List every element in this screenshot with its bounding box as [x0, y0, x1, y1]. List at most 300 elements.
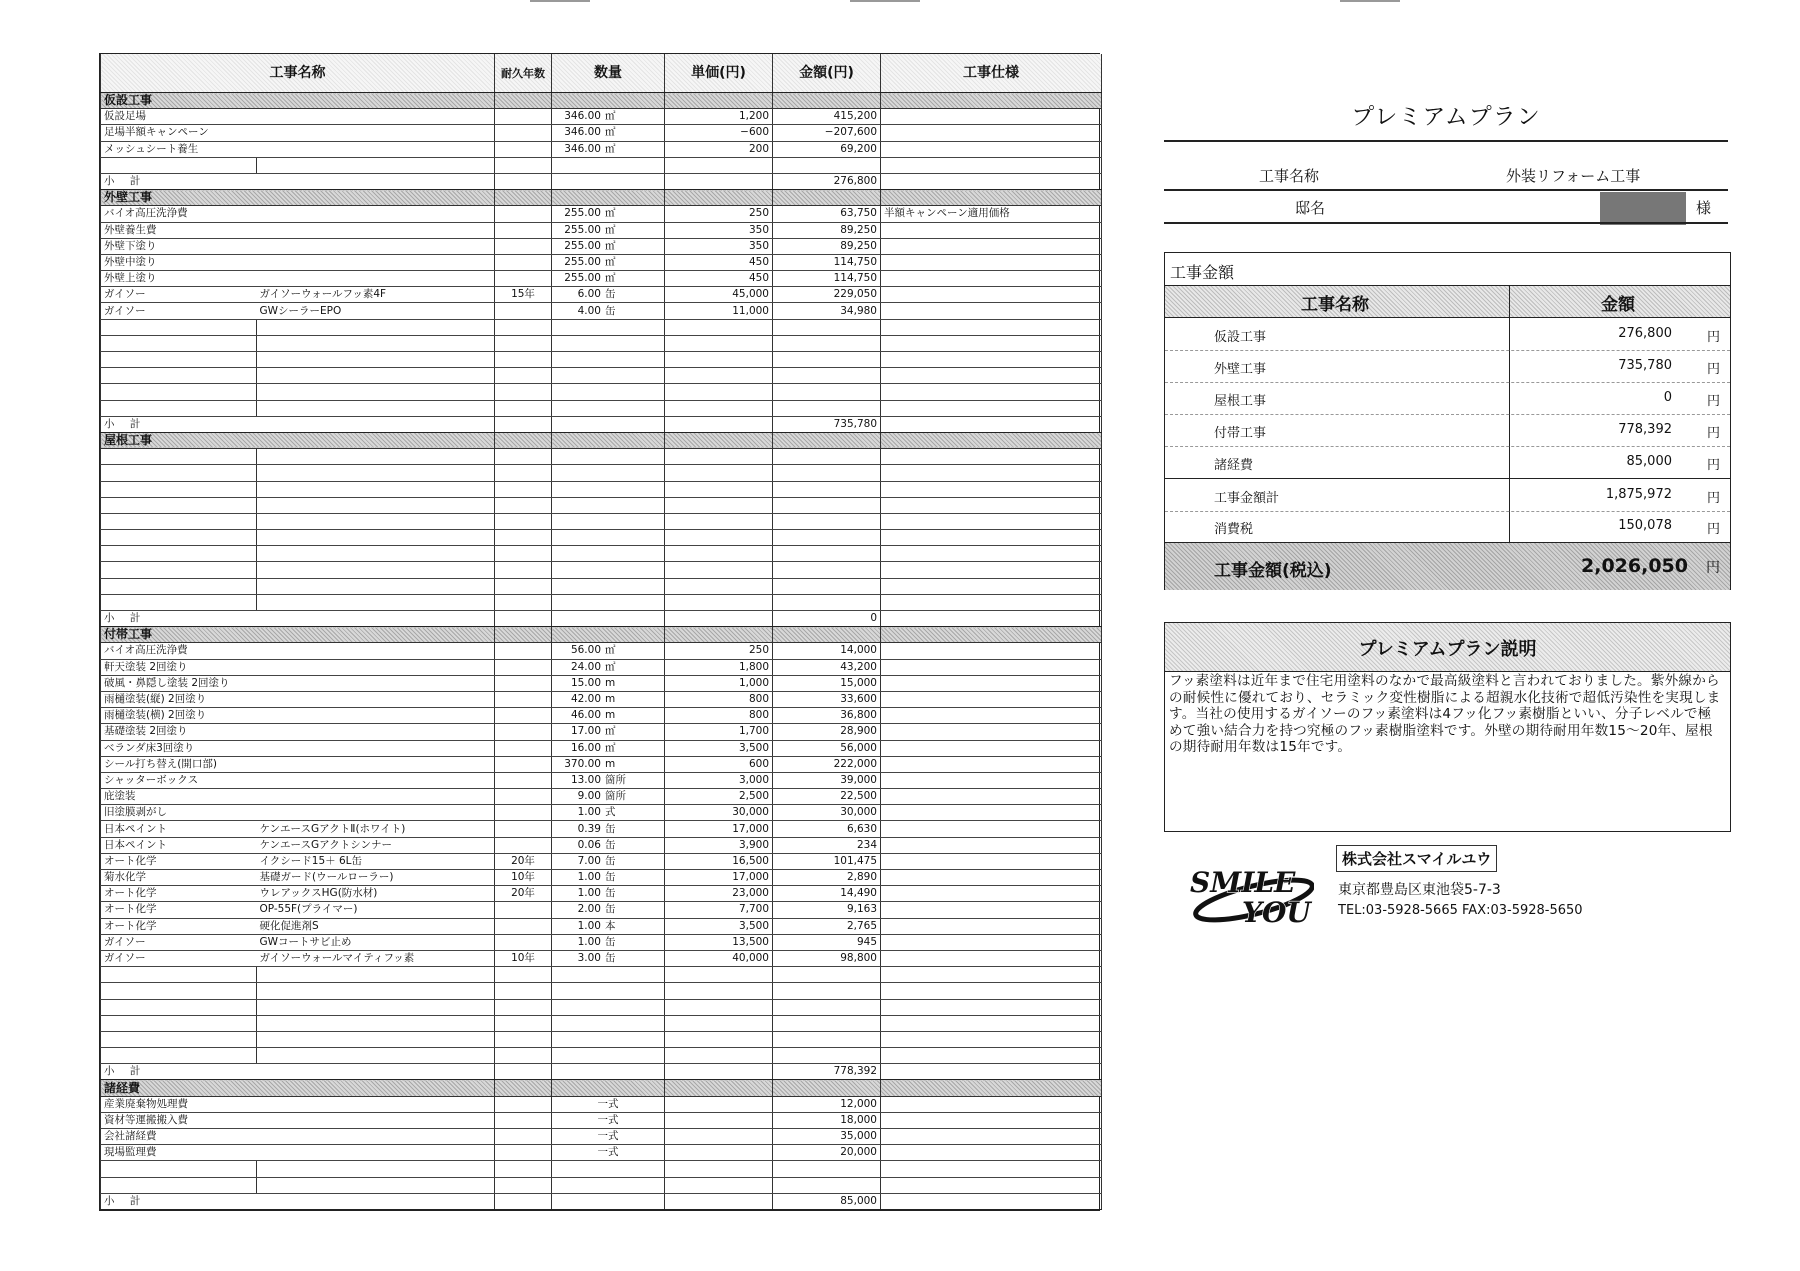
item-amount: 98,800 [773, 950, 881, 966]
subtotal-amount: 735,780 [773, 416, 881, 432]
item-unit-price: 13,500 [665, 934, 773, 950]
quantity-value: 255.00 [564, 239, 601, 252]
quantity-unit: ㎡ [605, 126, 616, 139]
empty-cell [552, 481, 665, 497]
divider [1164, 140, 1728, 142]
empty-cell [665, 481, 773, 497]
item-product [257, 254, 495, 270]
table-row [101, 870, 1102, 886]
empty-cell [665, 578, 773, 594]
item-quantity [552, 238, 665, 254]
empty-cell [101, 967, 257, 983]
section-header-cell [881, 432, 1102, 448]
item-spec [881, 1096, 1102, 1112]
item-durability [495, 740, 552, 756]
estimate-header-row [101, 54, 1102, 93]
empty-cell [665, 1015, 773, 1031]
item-durability: 20年 [495, 853, 552, 869]
item-name: 現場監理費 [101, 1145, 257, 1161]
subtotal-cell [881, 416, 1102, 432]
item-spec [881, 659, 1102, 675]
empty-row [101, 157, 1102, 173]
section-header-cell [552, 627, 665, 643]
empty-cell [101, 999, 257, 1015]
item-quantity [552, 805, 665, 821]
quantity-unit: ㎡ [605, 644, 616, 657]
item-durability [495, 1145, 552, 1161]
cost-total-label: 工事金額(税込) [1214, 561, 1332, 581]
item-name: 産業廃棄物処理費 [101, 1096, 257, 1112]
section-header-cell [552, 93, 665, 109]
item-name: オート化学 [101, 853, 257, 869]
yen-unit: 円 [1706, 426, 1720, 441]
empty-cell [495, 1031, 552, 1047]
empty-cell [495, 319, 552, 335]
logo-line1: SMILE [1190, 866, 1296, 899]
empty-cell [665, 384, 773, 400]
table-row [101, 206, 1102, 222]
section-header-cell [881, 627, 1102, 643]
empty-cell [552, 400, 665, 416]
subtotal-row [101, 611, 1102, 627]
cost-row-label: 付帯工事 [1214, 426, 1267, 441]
item-amount: 30,000 [773, 805, 881, 821]
empty-cell [552, 1177, 665, 1193]
item-spec [881, 1129, 1102, 1145]
quantity-unit: ㎡ [605, 110, 616, 123]
item-quantity: 一式 [552, 1112, 665, 1128]
empty-cell [495, 481, 552, 497]
empty-cell [881, 368, 1102, 384]
item-spec [881, 254, 1102, 270]
subtotal-row [101, 173, 1102, 189]
section-header-cell [665, 190, 773, 206]
item-spec [881, 837, 1102, 853]
item-durability [495, 141, 552, 157]
item-unit-price: 1,800 [665, 659, 773, 675]
quantity-unit: ㎡ [605, 660, 616, 673]
table-row [101, 643, 1102, 659]
item-durability [495, 918, 552, 934]
item-unit-price: −600 [665, 125, 773, 141]
item-durability [495, 643, 552, 659]
item-amount: 945 [773, 934, 881, 950]
item-name: 会社諸経費 [101, 1129, 257, 1145]
cost-header-name: 工事名称 [1301, 295, 1369, 315]
empty-cell [665, 546, 773, 562]
divider [1164, 222, 1728, 224]
empty-cell [495, 497, 552, 513]
section-header-cell [495, 1080, 552, 1096]
empty-cell [773, 400, 881, 416]
empty-cell [773, 1161, 881, 1177]
empty-cell [881, 578, 1102, 594]
empty-cell [101, 546, 257, 562]
empty-cell [773, 983, 881, 999]
subtotal-cell [495, 416, 552, 432]
empty-cell [773, 1015, 881, 1031]
cost-row [1165, 318, 1730, 351]
item-spec [881, 271, 1102, 287]
item-quantity [552, 708, 665, 724]
section-header-cell [665, 93, 773, 109]
item-quantity: 一式 [552, 1096, 665, 1112]
empty-row [101, 578, 1102, 594]
item-durability [495, 206, 552, 222]
table-row [101, 934, 1102, 950]
empty-cell [257, 546, 495, 562]
empty-cell [881, 967, 1102, 983]
quantity-value: 15.00 [570, 676, 601, 689]
empty-cell [101, 465, 257, 481]
item-durability [495, 1129, 552, 1145]
subtotal-amount: 276,800 [773, 173, 881, 189]
table-row [101, 303, 1102, 319]
item-product: ガイソーウォールフッ素4F [257, 287, 495, 303]
item-name: 日本ペイント [101, 837, 257, 853]
empty-row [101, 1161, 1102, 1177]
subtotal-cell [552, 1193, 665, 1209]
item-spec [881, 691, 1102, 707]
cost-row-amount: 0 [1663, 390, 1672, 405]
cost-row-amount: 150,078 [1618, 518, 1672, 533]
section-header-cell [552, 1080, 665, 1096]
empty-cell [257, 465, 495, 481]
item-name: 外壁上塗り [101, 271, 257, 287]
quantity-value: 1.00 [577, 919, 601, 932]
section-title: 外壁工事 [101, 190, 495, 206]
item-durability [495, 837, 552, 853]
quantity-value: 255.00 [564, 255, 601, 268]
table-row [101, 109, 1102, 125]
empty-cell [257, 983, 495, 999]
item-product [257, 206, 495, 222]
quantity-value: 0.39 [577, 822, 601, 835]
section-header-row [101, 627, 1102, 643]
item-product [257, 271, 495, 287]
empty-cell [773, 594, 881, 610]
section-header-cell [773, 432, 881, 448]
item-name: 足場半額キャンペーン [101, 125, 257, 141]
section-header-cell [773, 190, 881, 206]
item-unit-price: 3,500 [665, 918, 773, 934]
quantity-unit: 式 [605, 806, 616, 819]
empty-cell [495, 1161, 552, 1177]
item-unit-price: 30,000 [665, 805, 773, 821]
project-name-row [1164, 161, 1728, 189]
empty-cell [881, 400, 1102, 416]
subtotal-cell [665, 1193, 773, 1209]
item-amount: 34,980 [773, 303, 881, 319]
empty-cell [257, 578, 495, 594]
item-durability [495, 238, 552, 254]
item-unit-price: 40,000 [665, 950, 773, 966]
item-amount: 222,000 [773, 756, 881, 772]
item-spec [881, 805, 1102, 821]
empty-cell [257, 1031, 495, 1047]
empty-cell [101, 449, 257, 465]
quantity-value: 7.00 [577, 854, 601, 867]
subtotal-cell [495, 173, 552, 189]
item-product [257, 789, 495, 805]
empty-cell [552, 530, 665, 546]
empty-cell [495, 513, 552, 529]
description-text: フッ素塗料は近年まで住宅用塗料のなかで最高級塗料と言われておりました。紫外線からの耐候性に優れており、セラミック変性樹脂による超親水化技術で超低汚染性を実現します。当社の使用するガイソーのフッ素塗料は4フッ化フッ素樹脂といい、分子レベルで極めて強い結合力を持つ究極のフッ素樹脂塗料です。外壁の期待耐用年数15〜20年、屋根の期待耐用年数は15年です。 [1169, 673, 1721, 755]
item-durability: 20年 [495, 886, 552, 902]
item-spec [881, 902, 1102, 918]
item-spec [881, 740, 1102, 756]
empty-cell [495, 1177, 552, 1193]
item-quantity [552, 821, 665, 837]
item-quantity [552, 643, 665, 659]
item-product [257, 1145, 495, 1161]
empty-cell [101, 562, 257, 578]
table-row [101, 1096, 1102, 1112]
quantity-value: 4.00 [577, 304, 601, 317]
item-spec [881, 918, 1102, 934]
item-amount: 101,475 [773, 853, 881, 869]
empty-cell [257, 1161, 495, 1177]
empty-row [101, 449, 1102, 465]
empty-cell [101, 594, 257, 610]
item-amount: 28,900 [773, 724, 881, 740]
item-amount: 12,000 [773, 1096, 881, 1112]
item-unit-price: 23,000 [665, 886, 773, 902]
item-quantity [552, 254, 665, 270]
item-amount: 35,000 [773, 1129, 881, 1145]
empty-cell [257, 319, 495, 335]
divider [1164, 189, 1728, 191]
empty-cell [552, 983, 665, 999]
empty-cell [101, 400, 257, 416]
empty-cell [881, 481, 1102, 497]
quantity-value: 370.00 [564, 757, 601, 770]
item-name: オート化学 [101, 918, 257, 934]
quantity-unit: 缶 [605, 288, 616, 301]
cost-total-amount: 2,026,050 [1581, 555, 1688, 577]
item-quantity [552, 125, 665, 141]
item-unit-price: 450 [665, 271, 773, 287]
empty-row [101, 384, 1102, 400]
item-quantity [552, 837, 665, 853]
empty-cell [495, 999, 552, 1015]
empty-cell [881, 999, 1102, 1015]
subtotal-amount: 85,000 [773, 1193, 881, 1209]
item-unit-price [665, 1145, 773, 1161]
empty-cell [552, 497, 665, 513]
empty-cell [552, 562, 665, 578]
item-spec [881, 109, 1102, 125]
description-header [1165, 623, 1730, 672]
description-title: プレミアムプラン説明 [1358, 639, 1537, 660]
empty-cell [773, 449, 881, 465]
item-name: ガイソー [101, 287, 257, 303]
empty-cell [881, 319, 1102, 335]
quantity-value: 255.00 [564, 207, 601, 220]
item-unit-price: 3,900 [665, 837, 773, 853]
item-amount: −207,600 [773, 125, 881, 141]
empty-row [101, 513, 1102, 529]
empty-cell [101, 157, 257, 173]
item-spec [881, 1112, 1102, 1128]
table-row [101, 837, 1102, 853]
empty-cell [773, 513, 881, 529]
empty-cell [495, 368, 552, 384]
empty-row [101, 983, 1102, 999]
item-product [257, 222, 495, 238]
item-amount: 63,750 [773, 206, 881, 222]
empty-cell [881, 157, 1102, 173]
table-row [101, 853, 1102, 869]
item-quantity [552, 659, 665, 675]
project-name-value: 外装リフォーム工事 [1506, 167, 1641, 185]
yen-unit: 円 [1706, 560, 1720, 576]
item-durability: 15年 [495, 287, 552, 303]
table-row [101, 271, 1102, 287]
empty-cell [101, 1177, 257, 1193]
estimate-table [99, 53, 1100, 1211]
quantity-unit: ㎡ [605, 255, 616, 268]
item-unit-price: 450 [665, 254, 773, 270]
empty-cell [665, 335, 773, 351]
empty-cell [257, 352, 495, 368]
quantity-value: 46.00 [570, 709, 601, 722]
item-durability [495, 789, 552, 805]
empty-cell [881, 530, 1102, 546]
item-quantity [552, 756, 665, 772]
quantity-value: 0.06 [577, 838, 601, 851]
table-row [101, 659, 1102, 675]
item-product: GWシーラーEPO [257, 303, 495, 319]
residence-label: 邸名 [1295, 199, 1326, 217]
empty-cell [881, 1048, 1102, 1064]
subtotal-cell [665, 611, 773, 627]
subtotal-label: 小 計 [101, 611, 257, 627]
quantity-value: 56.00 [570, 644, 601, 657]
empty-cell [665, 1177, 773, 1193]
empty-cell [257, 449, 495, 465]
cost-summary-box [1164, 252, 1731, 590]
item-product [257, 141, 495, 157]
item-unit-price: 1,000 [665, 675, 773, 691]
item-name: 基礎塗装 2回塗り [101, 724, 257, 740]
subtotal-label: 小 計 [101, 1193, 257, 1209]
item-amount: 229,050 [773, 287, 881, 303]
empty-cell [881, 497, 1102, 513]
item-name: ガイソー [101, 303, 257, 319]
empty-cell [552, 465, 665, 481]
subtotal-cell [881, 1193, 1102, 1209]
empty-cell [552, 449, 665, 465]
quantity-unit: m [605, 757, 616, 770]
table-row [101, 254, 1102, 270]
table-row [101, 287, 1102, 303]
quantity-unit: ㎡ [605, 223, 616, 236]
section-header-row [101, 190, 1102, 206]
item-unit-price [665, 1112, 773, 1128]
item-product [257, 756, 495, 772]
item-durability: 10年 [495, 950, 552, 966]
empty-cell [665, 465, 773, 481]
quantity-unit: 缶 [605, 952, 616, 965]
item-product [257, 724, 495, 740]
item-product [257, 238, 495, 254]
empty-cell [495, 546, 552, 562]
item-durability [495, 1096, 552, 1112]
cost-row-amount: 276,800 [1618, 326, 1672, 341]
empty-cell [552, 1161, 665, 1177]
item-name: 資材等運搬搬入費 [101, 1112, 257, 1128]
item-name: 破風・鼻隠し塗装 2回塗り [101, 675, 257, 691]
quantity-value: 346.00 [564, 110, 601, 123]
item-amount: 2,765 [773, 918, 881, 934]
empty-row [101, 319, 1102, 335]
quantity-unit: 缶 [605, 838, 616, 851]
item-quantity [552, 675, 665, 691]
empty-cell [495, 1048, 552, 1064]
item-name: 庇塗装 [101, 789, 257, 805]
quantity-unit: ㎡ [605, 207, 616, 220]
quantity-value: 42.00 [570, 693, 601, 706]
empty-cell [773, 497, 881, 513]
item-quantity [552, 950, 665, 966]
section-header-cell [773, 93, 881, 109]
company-logo [1184, 858, 1314, 930]
empty-cell [257, 400, 495, 416]
empty-cell [881, 465, 1102, 481]
subtotal-cell [665, 173, 773, 189]
empty-cell [552, 1031, 665, 1047]
empty-cell [101, 530, 257, 546]
item-durability [495, 1112, 552, 1128]
item-amount: 39,000 [773, 772, 881, 788]
empty-row [101, 530, 1102, 546]
empty-row [101, 1031, 1102, 1047]
item-product [257, 772, 495, 788]
empty-cell [881, 594, 1102, 610]
quantity-unit: 本 [605, 919, 616, 932]
quantity-unit: 缶 [605, 935, 616, 948]
item-name: 菊水化学 [101, 870, 257, 886]
empty-cell [665, 967, 773, 983]
quantity-value: 1.00 [577, 887, 601, 900]
section-header-cell [495, 190, 552, 206]
table-row [101, 708, 1102, 724]
quantity-unit: 箇所 [605, 790, 626, 803]
empty-cell [257, 335, 495, 351]
item-unit-price: 17,000 [665, 870, 773, 886]
empty-row [101, 465, 1102, 481]
item-unit-price: 7,700 [665, 902, 773, 918]
item-name: 日本ペイント [101, 821, 257, 837]
item-amount: 234 [773, 837, 881, 853]
item-product [257, 691, 495, 707]
quantity-value: 346.00 [564, 126, 601, 139]
section-header-cell [665, 627, 773, 643]
empty-cell [552, 335, 665, 351]
item-product: ウレアックスHG(防水材) [257, 886, 495, 902]
item-unit-price [665, 1096, 773, 1112]
empty-cell [881, 546, 1102, 562]
item-product: ケンエースGアクトシンナー [257, 837, 495, 853]
section-header-cell [552, 432, 665, 448]
empty-cell [665, 1048, 773, 1064]
subtotal-cell [552, 416, 665, 432]
item-durability [495, 109, 552, 125]
item-amount: 9,163 [773, 902, 881, 918]
item-name: オート化学 [101, 886, 257, 902]
empty-cell [665, 562, 773, 578]
